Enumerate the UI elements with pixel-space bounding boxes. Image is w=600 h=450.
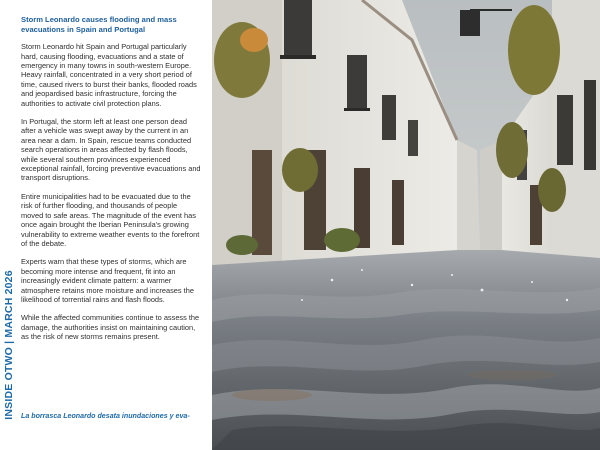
article-column [21, 15, 201, 351]
article-paragraph: Experts warn that these types of storms, which are becoming more intense and frequent, fit into an increasingly evident climate pattern: a warmer atmosphere retains more moisture and increases the likelihood of torrential rains and flash floods. [21, 257, 194, 304]
side-label-bar [0, 0, 18, 450]
article-paragraph: Entire municipalities had to be evacuated due to the risk of further flooding, and thousands of people moved to safe areas. The magnitude of the event has once again brought the Iberian Peninsula's growing vulnerability to extreme weather events to the forefront of the debate. [21, 191, 200, 248]
side-label: INSIDE OTWO | MARCH 2026 [3, 270, 15, 420]
article-paragraph: Storm Leonardo hit Spain and Portugal particularly hard, causing flooding, evacuations and a state of emergency in many towns in south-western Europe. Heavy rainfall, concentrated in a very short period of time, caused rivers to burst their banks, flooded roads and jeopardised basic infrastructure, forcing the authorities to activate civil protection plans. [21, 42, 197, 108]
article-headline: Storm Leonardo causes flooding and mass evacuations in Spain and Portugal [21, 15, 177, 34]
flooded-street-photo [212, 0, 600, 450]
article-paragraph: In Portugal, the storm left at least one person dead after a vehicle was swept away by the current in an area near a dam. In Spain, rescue teams conducted search operations in areas affected by flash floods, while several southern provinces experienced exceptional rainfall, forcing preventive evacuations and transport disruptions. [21, 117, 201, 183]
article-paragraph: While the affected communities continue to assess the damage, the authorities insist on maintaining caution, as the risk of new storms remains present. [21, 313, 200, 342]
article-continuation-link[interactable]: La borrasca Leonardo desata inundaciones y eva- [21, 412, 190, 420]
